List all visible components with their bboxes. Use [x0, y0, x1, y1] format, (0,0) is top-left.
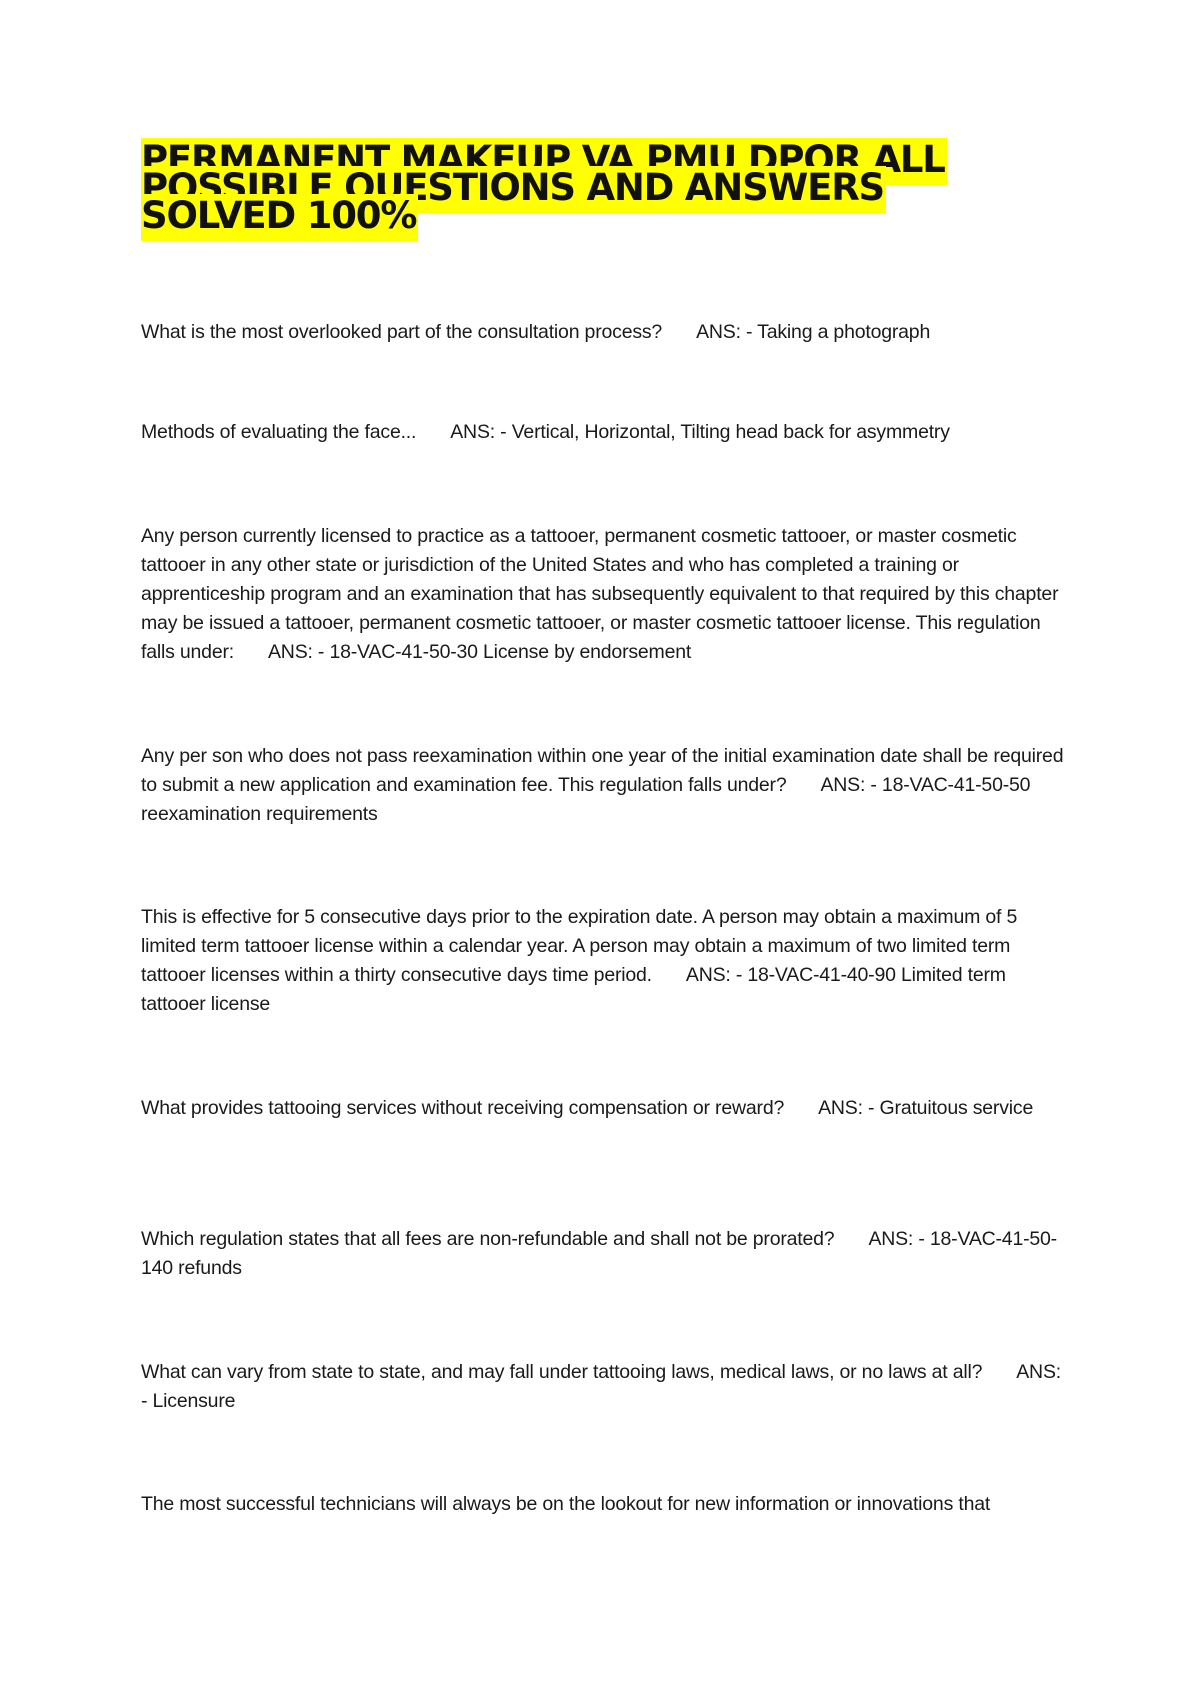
qa-answer: ANS: - 18-VAC-41-50-50 reexamination requirements: [141, 774, 1031, 825]
qa-item: [141, 1225, 1071, 1283]
qa-answer: ANS: - Licensure: [141, 1361, 1061, 1412]
qa-item: [141, 1490, 1071, 1519]
qa-question: What can vary from state to state, and may fall under tattooing laws, medical laws, or no laws at all?: [141, 1361, 983, 1383]
qa-question: Any person currently licensed to practice as a tattooer, permanent cosmetic tattooer, or master cosmetic tattooer in any other state or jurisdiction of the United States and who has completed a training or apprenticeship program and an examination that has subsequently equivalent to that required by this chapter may be issued a tattooer, permanent cosmetic tattooer, or master cosmetic tattooer license. This regulation falls under:: [141, 525, 1059, 663]
qa-item: [141, 522, 1071, 667]
qa-question: Which regulation states that all fees are non-refundable and shall not be prorated?: [141, 1228, 835, 1250]
qa-item: [141, 318, 1071, 347]
qa-question: Any per son who does not pass reexamination within one year of the initial examination date shall be required to submit a new application and examination fee. This regulation falls under?: [141, 745, 1064, 796]
qa-question: Methods of evaluating the face...: [141, 421, 417, 443]
qa-item: [141, 1358, 1071, 1416]
qa-answer: ANS: - Gratuitous service: [818, 1097, 1034, 1119]
title-highlight: PERMANENT MAKEUP VA PMU DPOR ALL POSSIBLE QUESTIONS AND ANSWERS SOLVED 100%: [141, 138, 947, 241]
document-title: [141, 138, 981, 237]
qa-item: [141, 1094, 1071, 1123]
qa-question: The most successful technicians will always be on the lookout for new information or innovations that: [141, 1493, 991, 1515]
qa-answer: ANS: - 18-VAC-41-40-90 Limited term tattooer license: [141, 964, 1006, 1015]
qa-item: [141, 742, 1071, 829]
qa-question: What provides tattooing services without receiving compensation or reward?: [141, 1097, 785, 1119]
qa-answer: ANS: - Taking a photograph: [696, 321, 931, 343]
qa-item: [141, 903, 1071, 1019]
qa-question: What is the most overlooked part of the consultation process?: [141, 321, 663, 343]
qa-answer: ANS: - 18-VAC-41-50-30 License by endorsement: [268, 641, 692, 663]
qa-answer: ANS: - Vertical, Horizontal, Tilting head back for asymmetry: [450, 421, 950, 443]
qa-question: This is effective for 5 consecutive days prior to the expiration date. A person may obtain a maximum of 5 limited term tattooer license within a calendar year. A person may obtain a maximum of two limited term tattooer licenses within a thirty consecutive days time period.: [141, 906, 1018, 986]
qa-item: [141, 418, 1071, 447]
qa-answer: ANS: - 18-VAC-41-50-140 refunds: [141, 1228, 1057, 1279]
